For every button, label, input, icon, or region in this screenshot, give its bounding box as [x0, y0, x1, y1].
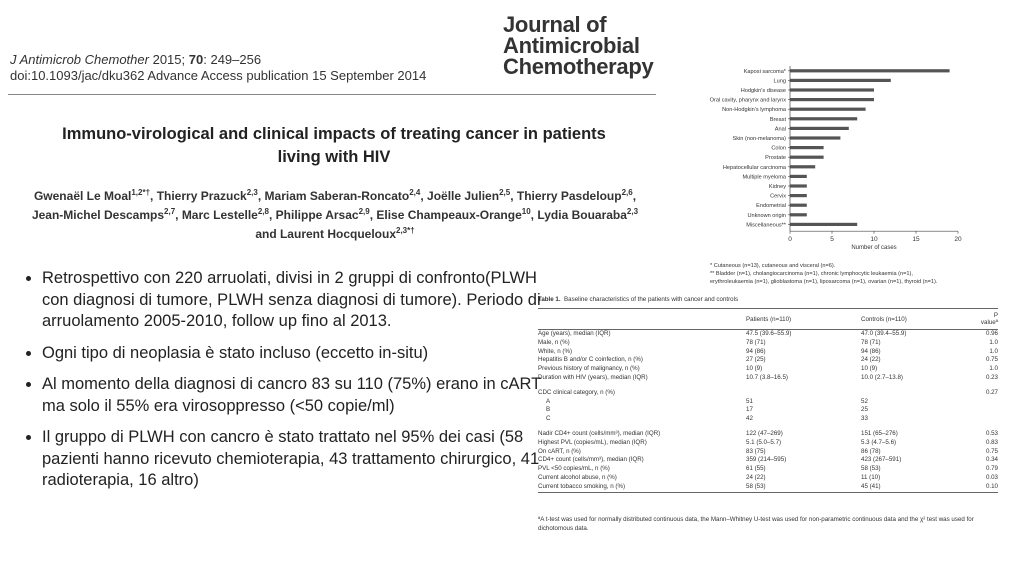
- chart-footnote: erythroleukaemia (n=1), glioblastoma (n=1), liposarcoma (n=1), ovarian (n=1), thyroid (n=1).: [710, 279, 938, 285]
- table-header-cell: Patients (n=110): [746, 309, 861, 330]
- bullet-item: • Retrospettivo con 220 arruolati, divisi in 2 gruppi di confronto(PLWH con diagnosi di tumore, PLWH senza diagnosi di tumore). Periodo di arruolamento 2005-2010, follow up fino al 2013.: [42, 268, 542, 333]
- table-cell: 61 (55): [746, 465, 766, 473]
- chart-bar: [790, 108, 866, 111]
- table-row: [538, 415, 998, 424]
- table-row: [538, 348, 998, 357]
- author-affiliation: 2,4: [409, 188, 421, 197]
- author-separator: ,: [268, 208, 276, 222]
- chart-footnotes: [710, 262, 1015, 286]
- chart-category-label: Anal: [774, 126, 786, 133]
- table-cell: B: [546, 406, 551, 414]
- author-name: Marc Lestelle: [181, 208, 258, 222]
- author-list: [20, 185, 650, 242]
- table-cell: On cART, n (%): [538, 447, 581, 455]
- chart-bar: [790, 117, 857, 120]
- author-separator: ,: [369, 208, 377, 222]
- table-cell: 0.03: [985, 473, 998, 481]
- author-affiliation: 2,7: [164, 207, 176, 216]
- table-cell: 10.7 (3.8–16.5): [746, 373, 788, 381]
- table-cell: 83 (75): [746, 447, 766, 455]
- table-cell: 17: [746, 406, 753, 414]
- table-cell: A: [546, 397, 551, 405]
- author-name: Lydia Bouaraba: [537, 208, 627, 222]
- chart-bar: [790, 213, 807, 216]
- chart-category-label: Unknown origin: [747, 212, 786, 219]
- author-name: Jean-Michel Descamps: [31, 208, 165, 222]
- baseline-table: [538, 296, 998, 493]
- author-name: Gwenaël Le Moal: [33, 189, 132, 203]
- chart-category-label: Endometrial: [756, 203, 786, 210]
- table-header-cell: [538, 309, 746, 330]
- table-cell: Current alcohol abuse, n (%): [538, 473, 617, 481]
- table-cell: Nadir CD4+ count (cells/mm³), median (IQR): [538, 429, 661, 437]
- chart-bar: [790, 69, 950, 72]
- table-cell: Duration with HIV (years), median (IQR): [538, 373, 648, 381]
- author-separator: ,: [632, 189, 637, 203]
- chart-category-label: Multiple myeloma: [742, 174, 786, 181]
- table-cell: CDC clinical category, n (%): [538, 388, 615, 396]
- table-row: [538, 439, 998, 448]
- table-cell: 122 (47–269): [746, 429, 783, 437]
- chart-x-axis-label: Number of cases: [851, 245, 897, 252]
- chart-x-tick-label: 20: [954, 236, 962, 244]
- table-header-row: [538, 309, 998, 330]
- table-cell: 86 (78): [861, 447, 881, 455]
- chart-x-tick-label: 0: [788, 236, 792, 244]
- table-row: [538, 339, 998, 348]
- author-affiliation: 10: [521, 207, 531, 216]
- table-cell: 1.0: [989, 365, 998, 373]
- table-cell: 94 (86): [746, 347, 766, 355]
- table-row: [538, 483, 998, 492]
- citation-line-1: J Antimicrob Chemother 2015; 70: 249–256: [10, 52, 262, 67]
- chart-x-tick-label: 5: [830, 236, 834, 244]
- table-row: [538, 398, 998, 407]
- author-name: Thierry Pasdeloup: [516, 189, 622, 203]
- author-name: Elise Champeaux-Orange: [376, 208, 522, 222]
- author-affiliation: 2,3*†: [396, 226, 415, 235]
- table-row: [538, 474, 998, 483]
- table-body: [538, 308, 998, 493]
- table-cell: 0.83: [985, 438, 998, 446]
- author-separator: ,: [530, 208, 538, 222]
- chart-bar: [790, 88, 874, 91]
- chart-category-label: Cervix: [770, 193, 786, 200]
- table-cell: CD4+ count (cells/mm³), median (IQR): [538, 456, 644, 464]
- table-cell: 5.3 (4.7–5.6): [861, 438, 897, 446]
- table-cell: 1.0: [989, 347, 998, 355]
- table-header-cell: P valueª: [976, 309, 998, 330]
- chart-x-tick-label: 15: [912, 236, 920, 244]
- chart-bar: [790, 98, 874, 101]
- table-cell: [976, 406, 998, 415]
- table-cell: 42: [746, 415, 753, 423]
- author-affiliation: 2,5: [499, 188, 511, 197]
- table-cell: 78 (71): [861, 338, 881, 346]
- table-cell: Current tobacco smoking, n (%): [538, 483, 746, 492]
- paper-title: Immuno-virological and clinical impacts of treating cancer in patients living with HIV: [62, 125, 606, 166]
- table-row: [538, 374, 998, 383]
- chart-bar: [790, 127, 849, 130]
- table-cell: 47.5 (39.6–55.9): [746, 330, 792, 337]
- author-separator: ,: [175, 208, 182, 222]
- chart-bar: [790, 156, 824, 159]
- table-cell: 0.27: [985, 388, 998, 396]
- table-header-cell: Controls (n=110): [861, 309, 976, 330]
- table-cell: 33: [861, 415, 868, 423]
- table-cell: 45 (41): [861, 483, 976, 492]
- table-cell: 0.53: [985, 429, 998, 437]
- table-row: [538, 448, 998, 457]
- table-cell: 0.75: [985, 356, 998, 364]
- chart-footnote: * Cutaneous (n=13), cutaneous and visceral (n=6).: [710, 263, 836, 269]
- author-separator: ,: [420, 189, 428, 203]
- table-cell: Age (years), median (IQR): [538, 330, 611, 337]
- table-cell: 58 (53): [746, 483, 861, 492]
- chart-category-label: Prostate: [765, 155, 786, 162]
- table-cell: [976, 415, 998, 424]
- table-cell: Previous history of malignancy, n (%): [538, 365, 640, 373]
- table-cell: Highest PVL (copies/mL), median (IQR): [538, 438, 647, 446]
- table-cell: 0.79: [985, 465, 998, 473]
- table-cell: 0.10: [976, 483, 998, 492]
- chart-bar: [790, 79, 891, 82]
- table-caption: Table 1. Baseline characteristics of the patients with cancer and controls: [538, 296, 739, 303]
- table-row: [538, 465, 998, 474]
- table-cell: 151 (65–276): [861, 429, 898, 437]
- bullet-item: • Al momento della diagnosi di cancro 83 su 110 (75%) erano in cART ma solo il 55% era virosoppresso (<50 copie/ml): [42, 374, 542, 417]
- table-cell: 58 (53): [861, 465, 881, 473]
- author-separator: ,: [510, 189, 517, 203]
- table-row: [538, 356, 998, 365]
- chart-bar: [790, 136, 840, 139]
- table-cell: 11 (10): [861, 473, 881, 481]
- table-row: [538, 389, 998, 398]
- table-cell: Hepatitis B and/or C coinfection, n (%): [538, 356, 643, 364]
- table-cell: PVL <50 copies/mL, n (%): [538, 465, 610, 473]
- chart-category-label: Hodgkin's disease: [740, 88, 786, 94]
- table-cell: [746, 389, 861, 398]
- table-cell: 10 (9): [861, 365, 878, 373]
- author-name: Mariam Saberan-Roncato: [264, 189, 410, 203]
- table-cell: 52: [861, 397, 868, 405]
- bullet-item: • Il gruppo di PLWH con cancro è stato trattato nel 95% dei casi (58 pazienti hanno ricevuto chemioterapia, 43 trattamento chirurgico, 41 radioterapia, 16 altro): [42, 427, 542, 492]
- table-cell: 47.0 (39.4–55.9): [861, 330, 907, 337]
- chart-category-label: Skin (non-melanoma): [732, 136, 786, 142]
- author-affiliation: 2,3: [246, 188, 258, 197]
- table-cell: 24 (22): [861, 356, 881, 364]
- table-cell: Male, n (%): [538, 338, 570, 346]
- chart-category-label: Kidney: [768, 184, 786, 190]
- citation: [10, 52, 426, 84]
- table-cell: 359 (214–595): [746, 456, 787, 464]
- table-cell: C: [546, 415, 551, 423]
- author-affiliation: 2,3: [626, 207, 639, 216]
- chart-category-label: Kaposi sarcoma*: [743, 68, 786, 75]
- table-row: [538, 365, 998, 374]
- chart-bar: [790, 165, 815, 168]
- chart-category-label: Miscellaneous**: [746, 222, 786, 229]
- chart-x-tick-label: 10: [870, 236, 878, 244]
- table-cell: [976, 398, 998, 407]
- table-cell: 423 (267–591): [861, 456, 902, 464]
- table-row: [538, 456, 998, 465]
- citation-line-2: doi:10.1093/jac/dku362 Advance Access publication 15 September 2014: [10, 68, 427, 83]
- table-cell: 10.0 (2.7–13.8): [861, 373, 903, 381]
- author-name: Joëlle Julien: [427, 189, 500, 203]
- cancer-types-bar-chart: [678, 62, 994, 260]
- author-separator: ,: [257, 189, 265, 203]
- author-separator: ,: [150, 189, 157, 203]
- table-row: [538, 430, 998, 439]
- table-row: [538, 330, 998, 339]
- table-cell: 0.75: [985, 447, 998, 455]
- chart-category-label: Oral cavity, pharynx and larynx: [709, 97, 786, 104]
- table-cell: 10 (9): [746, 365, 763, 373]
- chart-bar: [790, 204, 807, 207]
- chart-bar: [790, 194, 807, 197]
- table-cell: 27 (25): [746, 356, 766, 364]
- table-cell: 25: [861, 406, 868, 414]
- chart-bar: [790, 175, 807, 178]
- author-affiliation: 1,2*†: [131, 188, 151, 197]
- chart-category-label: Hepatocellular carcinoma: [722, 164, 786, 171]
- chart-bar: [790, 184, 807, 187]
- table-footnote: ªA t-test was used for normally distributed continuous data, the Mann–Whitney U-test was used for non-parametric continuous data and the χ² test was used for dichotomous data.: [538, 516, 974, 532]
- bullet-item: • Ogni tipo di neoplasia è stato incluso (eccetto in-situ): [42, 343, 542, 365]
- bullet-list: [22, 268, 542, 502]
- author-affiliation: 2,6: [621, 188, 633, 197]
- table-cell: 94 (86): [861, 347, 881, 355]
- journal-logo: Journal of Antimicrobial Chemotherapy: [503, 12, 654, 79]
- chart-footnote: ** Bladder (n=1), cholangiocarcinoma (n=1), chronic lymphocytic leukaemia (n=1),: [710, 271, 913, 277]
- chart-category-label: Colon: [771, 145, 786, 152]
- table-cell: 0.23: [985, 373, 998, 381]
- table-cell: 5.1 (5.0–5.7): [746, 438, 782, 446]
- author-name: Philippe Arsac: [275, 208, 359, 222]
- author-name: and Laurent Hocqueloux: [255, 227, 396, 241]
- chart-bar: [790, 146, 824, 149]
- table-cell: 1.0: [989, 338, 998, 346]
- table-cell: White, n (%): [538, 347, 573, 355]
- author-name: Thierry Prazuck: [156, 189, 247, 203]
- chart-category-label: Breast: [769, 116, 786, 123]
- chart-category-label: Lung: [773, 78, 786, 85]
- table-cell: 0.96: [985, 330, 998, 337]
- table-cell: 78 (71): [746, 338, 766, 346]
- chart-bar: [790, 223, 857, 226]
- chart-category-label: Non-Hodgkin's lymphoma: [722, 107, 786, 114]
- table-cell: [861, 389, 976, 398]
- table-cell: 51: [746, 397, 753, 405]
- author-affiliation: 2,8: [257, 207, 269, 216]
- header-divider: [8, 94, 656, 95]
- table-cell: 24 (22): [746, 473, 766, 481]
- table-row: [538, 406, 998, 415]
- table-cell: 0.34: [985, 456, 998, 464]
- author-affiliation: 2,9: [358, 207, 370, 216]
